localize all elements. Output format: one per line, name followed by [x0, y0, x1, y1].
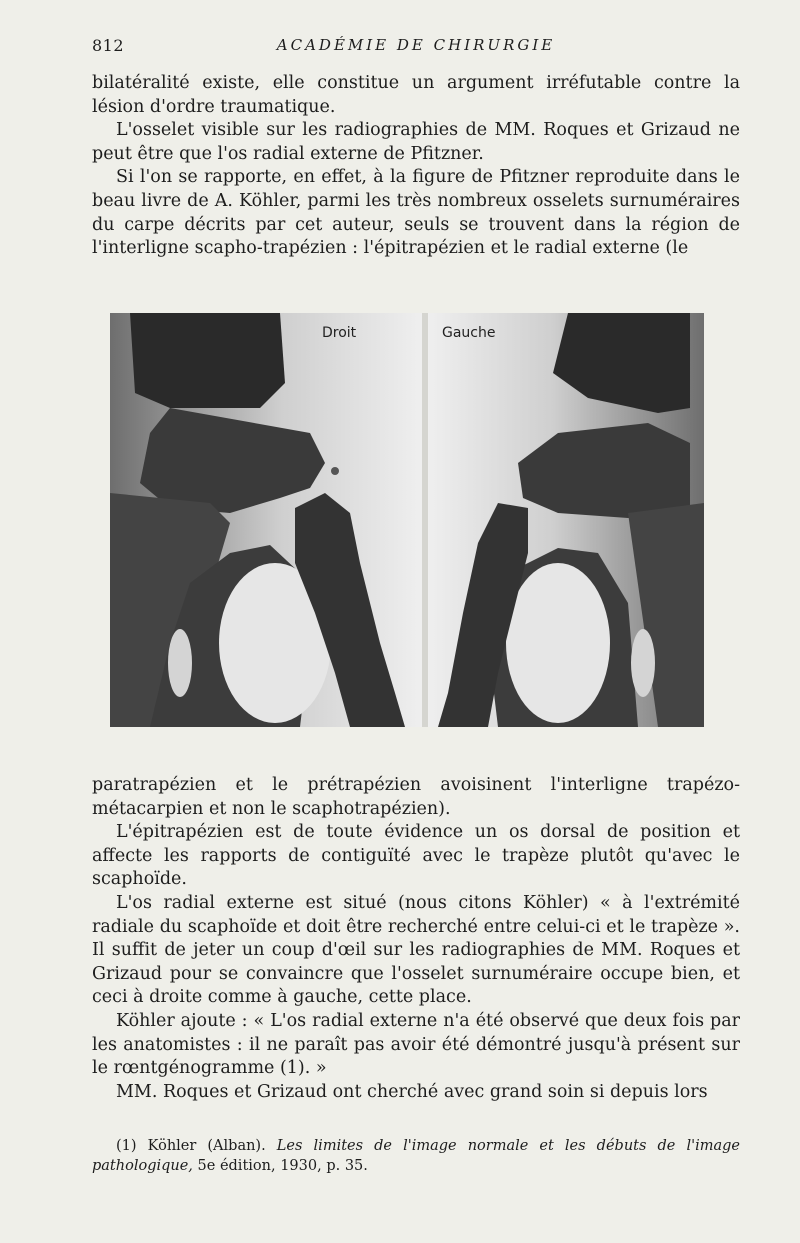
- paragraph: bilatéralité existe, elle constitue un argument irréfutable contre la lésion d'ordre traumatique.: [92, 73, 740, 117]
- radiograph-left-hand: [428, 313, 704, 727]
- paragraph: Si l'on se rapporte, en effet, à la figure de Pfitzner reproduite dans le beau livre de A. Köhler, parmi les très nombreux osselets surnuméraires du carpe décrits par cet auteur, seuls se trouvent dans la région de l'interligne scapho-trapézien : l'épitrapézien et le radial externe (le: [92, 167, 740, 259]
- body-text-bottom: [92, 774, 740, 1104]
- footnote-edition: 5e édition, 1930, p. 35.: [197, 1158, 368, 1174]
- body-text-top: [92, 72, 740, 261]
- paragraph: MM. Roques et Grizaud ont cherché avec grand soin si depuis lors: [116, 1081, 708, 1102]
- paragraph: paratrapézien et le prétrapézien avoisinent l'interligne trapézo-métacarpien et non le scaphotrapézien).: [92, 775, 740, 819]
- footnote: [92, 1136, 740, 1176]
- page-header: [92, 36, 740, 60]
- page-number: 812: [92, 36, 125, 55]
- label-droit: Droit: [322, 325, 357, 341]
- label-gauche: Gauche: [442, 325, 496, 341]
- paragraph: L'osselet visible sur les radiographies de MM. Roques et Grizaud ne peut être que l'os radial externe de Pfitzner.: [92, 120, 740, 164]
- paragraph: L'os radial externe est situé (nous citons Köhler) « à l'extrémité radiale du scaphoïde et doit être recherché entre celui-ci et le trapèze ». Il suffit de jeter un coup d'œil sur les radiographies de MM. Roques et Grizaud pour se convaincre que l'osselet surnuméraire occupe bien, et ceci à droite comme à gauche, cette place.: [92, 892, 740, 1008]
- paragraph: Köhler ajoute : « L'os radial externe n'a été observé que deux fois par les anatomistes : il ne paraît pas avoir été démontré jusqu'à présent sur le rœntgénogramme (1). »: [92, 1010, 740, 1079]
- paragraph: L'épitrapézien est de toute évidence un os dorsal de position et affecte les rapports de contiguïté avec le trapèze plutôt qu'avec le scaphoïde.: [92, 822, 740, 890]
- radiograph-figure: [110, 313, 704, 727]
- xray-image-left: [110, 313, 422, 727]
- footnote-author: Köhler (Alban).: [147, 1138, 266, 1154]
- radiograph-right-hand: [110, 313, 422, 727]
- running-title: ACADÉMIE DE CHIRURGIE: [276, 36, 556, 54]
- footnote-title: Les limites de l'image normale et les débuts de l'image pathologique,: [92, 1138, 740, 1174]
- xray-image-right: [428, 313, 704, 727]
- footnote-marker: (1): [116, 1138, 137, 1154]
